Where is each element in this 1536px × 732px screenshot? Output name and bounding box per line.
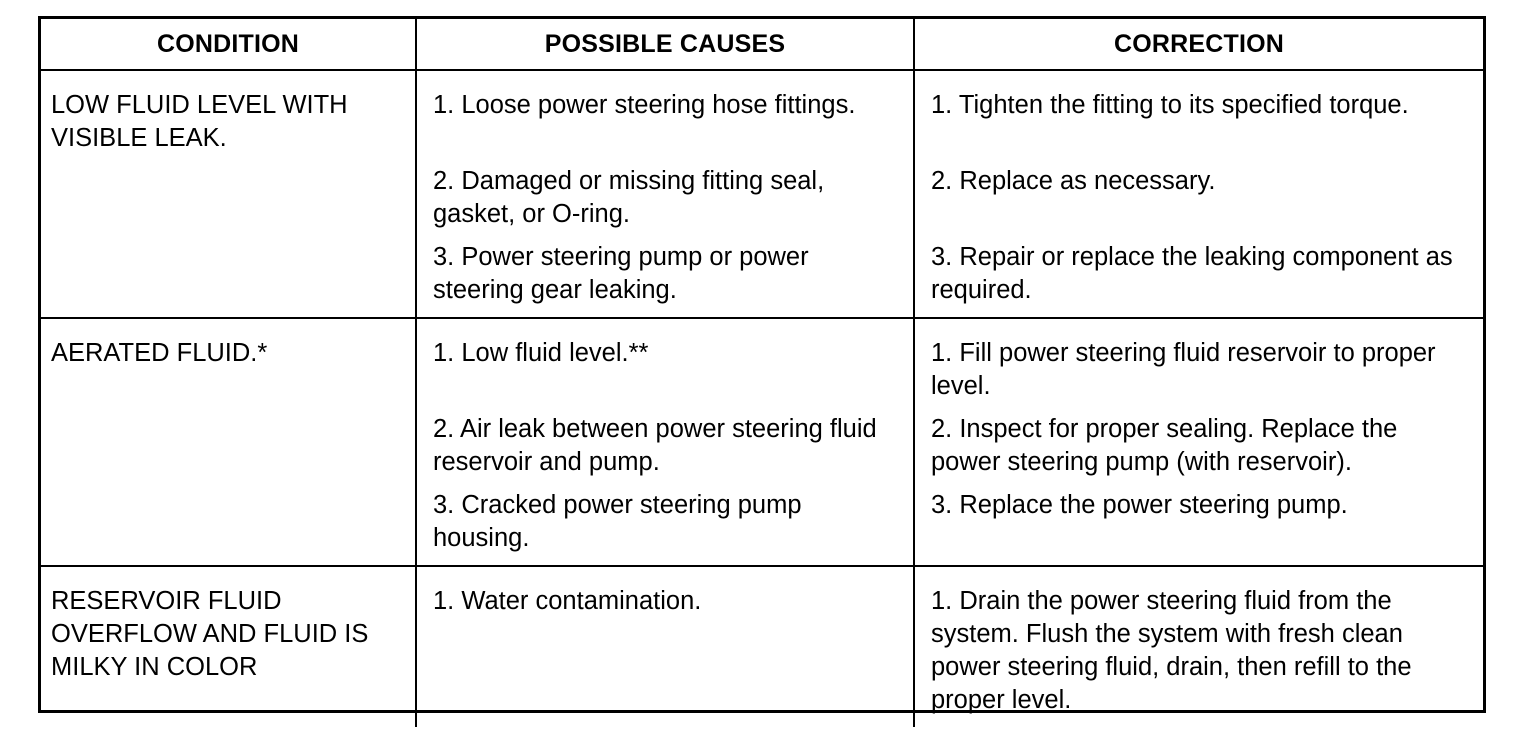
- correction-cell: [914, 566, 1483, 727]
- table-row: [41, 566, 1483, 727]
- condition-cell: [41, 566, 416, 727]
- correction-item: 3. Replace the power steering pump.: [931, 491, 1348, 519]
- causes-cell: [416, 70, 914, 318]
- condition-text: RESERVOIR FLUID OVERFLOW AND FLUID IS MILKY IN COLOR: [51, 587, 369, 681]
- cause-item: 3. Power steering pump or power steering gear leaking.: [433, 243, 809, 304]
- header-condition: CONDITION: [41, 19, 416, 70]
- header-row: [41, 19, 1483, 70]
- condition-text: AERATED FLUID.*: [51, 339, 268, 367]
- cause-item: 2. Air leak between power steering fluid reservoir and pump.: [433, 415, 877, 476]
- correction-item: 1. Drain the power steering fluid from the system. Flush the system with fresh clean power steering fluid, drain, then refill to the proper level.: [931, 587, 1412, 714]
- diagnosis-table: [41, 19, 1483, 727]
- header-possible-causes: POSSIBLE CAUSES: [416, 19, 914, 70]
- cause-item: 2. Damaged or missing fitting seal, gasket, or O-ring.: [433, 167, 825, 228]
- header-correction: CORRECTION: [914, 19, 1483, 70]
- table-row: [41, 70, 1483, 318]
- causes-cell: [416, 318, 914, 566]
- correction-item: 3. Repair or replace the leaking component as required.: [931, 243, 1453, 304]
- correction-item: 2. Replace as necessary.: [931, 167, 1216, 195]
- correction-item: 1. Fill power steering fluid reservoir to proper level.: [931, 339, 1436, 400]
- correction-cell: [914, 70, 1483, 318]
- condition-cell: [41, 318, 416, 566]
- table-row: [41, 318, 1483, 566]
- correction-item: 2. Inspect for proper sealing. Replace the power steering pump (with reservoir).: [931, 415, 1398, 476]
- diagnosis-table-container: [38, 16, 1486, 713]
- cause-item: 1. Low fluid level.**: [433, 339, 649, 367]
- condition-text: LOW FLUID LEVEL WITH VISIBLE LEAK.: [51, 91, 348, 152]
- cause-item: 1. Loose power steering hose fittings.: [433, 91, 856, 119]
- cause-item: 3. Cracked power steering pump housing.: [433, 491, 802, 552]
- condition-cell: [41, 70, 416, 318]
- cause-item: 1. Water contamination.: [433, 587, 702, 615]
- correction-cell: [914, 318, 1483, 566]
- correction-item: 1. Tighten the fitting to its specified torque.: [931, 91, 1409, 119]
- causes-cell: [416, 566, 914, 727]
